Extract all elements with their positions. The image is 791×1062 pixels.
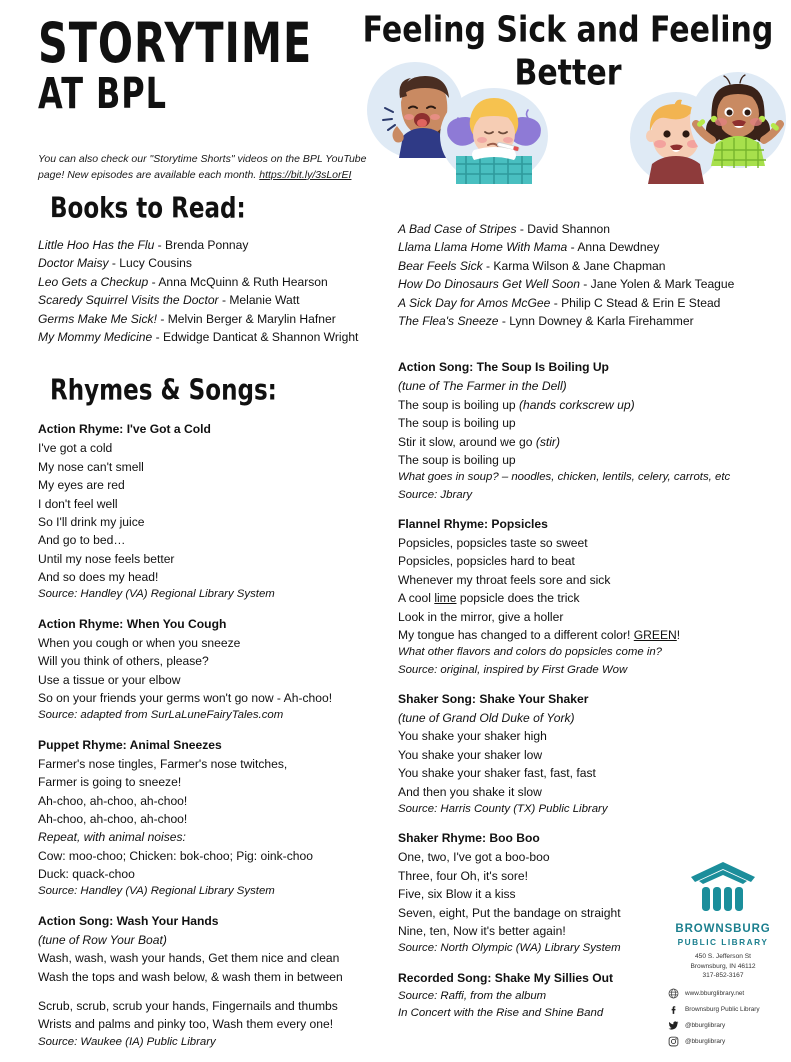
rhyme-line: My nose can't smell <box>38 459 144 474</box>
twitter-label: @bburglibrary <box>685 1022 726 1030</box>
facebook-link[interactable] <box>668 1004 782 1015</box>
rhyme-line: One, two, I've got a boo-boo <box>398 850 550 865</box>
book-author: - Karma Wilson & Jane Chapman <box>482 258 666 273</box>
rhyme-title: Flannel Rhyme: Popsicles <box>398 516 548 531</box>
rhyme-line: Three, four Oh, it's sore! <box>398 868 529 883</box>
rhyme-title: Action Song: The Soup Is Boiling Up <box>398 360 609 375</box>
instagram-icon <box>668 1036 679 1047</box>
rhyme-line: Ah-choo, ah-choo, ah-choo! <box>38 811 188 826</box>
facebook-label: Brownsburg Public Library <box>685 1006 760 1014</box>
rhyme-line: I don't feel well <box>38 496 118 511</box>
youtube-shorts-link[interactable]: https://bit.ly/3sLorEI <box>259 168 352 181</box>
book-item <box>398 220 783 238</box>
rhyme-line: Will you think of others, please? <box>38 654 209 669</box>
library-building-icon <box>689 860 757 912</box>
book-title: A Bad Case of Stripes <box>398 222 517 236</box>
website-label: www.bburglibrary.net <box>685 990 745 998</box>
book-item <box>38 236 388 254</box>
book-title: How Do Dinosaurs Get Well Soon <box>398 277 580 292</box>
books-list-left <box>38 236 388 346</box>
rhyme-line: When you cough or when you sneeze <box>38 635 241 650</box>
rhyme-block <box>38 736 388 901</box>
rhyme-line: And then you shake it slow <box>398 784 542 799</box>
rhyme-line: The soup is boiling up (hands corkscrew up) <box>398 397 635 412</box>
rhyme-tune: (tune of Grand Old Duke of York) <box>398 711 575 726</box>
rhyme-source: Source: Raffi, from the album <box>398 989 547 1002</box>
book-item <box>38 254 388 272</box>
rhyme-block <box>38 912 388 1051</box>
website-link[interactable] <box>668 988 782 999</box>
book-author: - Anna Dewdney <box>567 240 660 255</box>
rhyme-source: Source: Harris County (TX) Public Library <box>398 802 608 815</box>
book-title: Scaredy Squirrel Visits the Doctor <box>38 293 219 308</box>
books-to-read-heading: Books to Read: <box>50 191 246 225</box>
book-item <box>398 257 783 275</box>
rhyme-source: Source: North Olympic (WA) Library System <box>398 942 621 955</box>
rhyme-line: So on your friends your germs won't go now - Ah-choo! <box>38 690 333 705</box>
rhyme-note: What other flavors and colors do popsicles come in? <box>398 646 663 659</box>
rhyme-line: You shake your shaker low <box>398 747 543 762</box>
rhyme-source-album: In Concert with the Rise and Shine Band <box>398 1007 604 1020</box>
rhyme-line: My eyes are red <box>38 478 125 493</box>
sick-boy-in-bed-illustration <box>440 88 548 184</box>
rhyme-line: Whenever my throat feels sore and sick <box>398 572 611 587</box>
rhyme-direction: Repeat, with animal noises: <box>38 830 186 845</box>
book-author: - Philip C Stead & Erin E Stead <box>550 295 721 310</box>
rhyme-line: And so does my head! <box>38 570 159 585</box>
book-author: - Edwidge Danticat & Shannon Wright <box>152 329 359 344</box>
library-logo-block <box>664 860 782 1052</box>
rhyme-line: Ah-choo, ah-choo, ah-choo! <box>38 793 188 808</box>
book-title: Leo Gets a Checkup <box>38 274 149 289</box>
flyer-title-right <box>358 10 778 95</box>
title-line-storytime: STORYTIME <box>38 11 313 76</box>
book-title: Doctor Maisy <box>38 256 109 271</box>
rhyme-line: Popsicles, popsicles hard to beat <box>398 554 575 569</box>
rhyme-line: You shake your shaker high <box>398 729 547 744</box>
flyer-header <box>0 0 791 190</box>
address-line-2: Brownsburg, IN 46112 <box>690 962 756 970</box>
rhyme-line: Farmer is going to sneeze! <box>38 775 182 790</box>
twitter-link[interactable] <box>668 1020 782 1031</box>
address-line-1: 450 S. Jefferson St <box>695 953 751 961</box>
rhyme-title: Shaker Rhyme: Boo Boo <box>398 831 540 846</box>
rhyme-line: Stir it slow, around we go (stir) <box>398 434 560 449</box>
rhyme-title: Puppet Rhyme: Animal Sneezes <box>38 737 222 752</box>
book-author: - Melanie Watt <box>218 293 300 308</box>
rhyme-line: Five, six Blow it a kiss <box>398 887 516 902</box>
instagram-link[interactable] <box>668 1036 782 1047</box>
intro-text: You can also check our "Storytime Shorts" videos on the BPL YouTube page! New episodes are available each month. <box>38 153 367 181</box>
library-subtitle: PUBLIC LIBRARY <box>677 937 769 948</box>
rhyme-line: Cow: moo-choo; Chicken: bok-choo; Pig: oink-choo <box>38 848 313 863</box>
book-title: Llama Llama Home With Mama <box>398 240 568 255</box>
book-title: Little Hoo Has the Flu <box>38 238 155 252</box>
rhyme-title: Action Rhyme: I've Got a Cold <box>38 422 211 437</box>
book-item <box>38 273 388 291</box>
rhyme-line: Duck: quack-choo <box>38 867 135 882</box>
rhyme-line: So I'll drink my juice <box>38 514 145 529</box>
rhyme-block <box>38 420 388 603</box>
library-address <box>664 952 782 980</box>
rhyme-block <box>398 690 783 818</box>
book-item <box>398 238 783 256</box>
rhyme-line: A cool lime popsicle does the trick <box>398 591 580 606</box>
rhyme-line: Seven, eight, Put the bandage on straight <box>398 905 621 920</box>
rhyme-line: Look in the mirror, give a holler <box>398 609 564 624</box>
rhyme-line: Nine, ten, Now it's better again! <box>398 923 566 938</box>
library-links <box>664 988 782 1047</box>
book-author: - David Shannon <box>516 222 610 236</box>
book-title: Germs Make Me Sick! <box>38 311 157 326</box>
book-item <box>38 328 388 346</box>
book-title: Bear Feels Sick <box>398 258 483 273</box>
sick-boy-in-bed-icon <box>440 88 548 184</box>
intro-paragraph <box>38 152 383 184</box>
library-logo-mark <box>689 860 757 917</box>
theme-title-line2: Better <box>514 52 622 94</box>
book-title: My Mommy Medicine <box>38 329 153 344</box>
rhyme-tune: (tune of The Farmer in the Dell) <box>398 379 567 394</box>
rhyme-title: Recorded Song: Shake My Sillies Out <box>398 970 614 985</box>
theme-title-line1: Feeling Sick and Feeling <box>362 9 774 52</box>
rhyme-source: Source: Jbrary <box>398 488 473 501</box>
rhyme-line: Use a tissue or your elbow <box>38 672 181 687</box>
rhyme-source: Source: Waukee (IA) Public Library <box>38 1035 216 1048</box>
book-author: - Anna McQuinn & Ruth Hearson <box>148 274 328 289</box>
facebook-icon <box>668 1004 679 1015</box>
rhyme-source: Source: Handley (VA) Regional Library System <box>38 885 275 898</box>
rhyme-line: Farmer's nose tingles, Farmer's nose twitches, <box>38 756 288 771</box>
instagram-label: @bburglibrary <box>685 1038 726 1046</box>
rhyme-source: Source: Handley (VA) Regional Library System <box>38 588 275 601</box>
rhyme-block <box>398 515 783 679</box>
rhyme-line: The soup is boiling up <box>398 452 516 467</box>
book-title: The Flea's Sneeze <box>398 313 499 328</box>
book-item <box>398 275 783 293</box>
rhymes-and-songs-heading: Rhymes & Songs: <box>50 373 277 408</box>
book-author: - Melvin Berger & Marylin Hafner <box>156 311 336 326</box>
book-author: - Brenda Ponnay <box>154 238 249 252</box>
rhyme-line: The soup is boiling up <box>398 416 516 431</box>
book-title: A Sick Day for Amos McGee <box>398 295 551 310</box>
left-column <box>38 190 388 1062</box>
book-item <box>38 310 388 328</box>
twitter-icon <box>668 1020 679 1031</box>
rhyme-block <box>398 358 783 504</box>
rhyme-line: Wash the tops and wash below, & wash them in between <box>38 969 343 984</box>
rhyme-source: Source: original, inspired by First Grade Wow <box>398 663 628 676</box>
rhyme-line: Until my nose feels better <box>38 551 175 566</box>
rhyme-line: You shake your shaker fast, fast, fast <box>398 766 596 781</box>
book-author: - Lynn Downey & Karla Firehammer <box>498 313 694 328</box>
book-item <box>38 291 388 309</box>
rhyme-line: And go to bed… <box>38 533 126 548</box>
library-name: BROWNSBURG <box>675 923 771 935</box>
rhyme-title: Action Song: Wash Your Hands <box>38 913 219 928</box>
rhyme-source: Source: adapted from SurLaLuneFairyTales.com <box>38 709 284 722</box>
rhyme-line: My tongue has changed to a different color! GREEN! <box>398 627 681 642</box>
book-item <box>398 294 783 312</box>
rhyme-line: Wash, wash, wash your hands, Get them nice and clean <box>38 951 340 966</box>
rhyme-title: Shaker Song: Shake Your Shaker <box>398 691 589 706</box>
rhyme-title: Action Rhyme: When You Cough <box>38 616 227 631</box>
phone-number: 317-852-3167 <box>702 971 744 979</box>
rhyme-block <box>38 615 388 725</box>
rhyme-note: What goes in soup? – noodles, chicken, lentils, celery, carrots, etc <box>398 471 731 484</box>
book-author: - Jane Yolen & Mark Teague <box>579 277 735 292</box>
books-list-right <box>398 220 783 330</box>
globe-icon <box>668 988 679 999</box>
rhyme-line: Scrub, scrub, scrub your hands, Fingernails and thumbs <box>38 999 338 1014</box>
rhyme-line: Popsicles, popsicles taste so sweet <box>398 536 588 551</box>
rhyme-line: I've got a cold <box>38 441 113 456</box>
title-line-at-bpl: AT BPL <box>38 68 167 119</box>
rhyme-line: Wrists and palms and pinky too, Wash them every one! <box>38 1017 334 1032</box>
book-author: - Lucy Cousins <box>108 256 192 271</box>
book-item <box>398 312 783 330</box>
rhyme-tune: (tune of Row Your Boat) <box>38 932 167 947</box>
flyer-title-left <box>38 11 368 119</box>
